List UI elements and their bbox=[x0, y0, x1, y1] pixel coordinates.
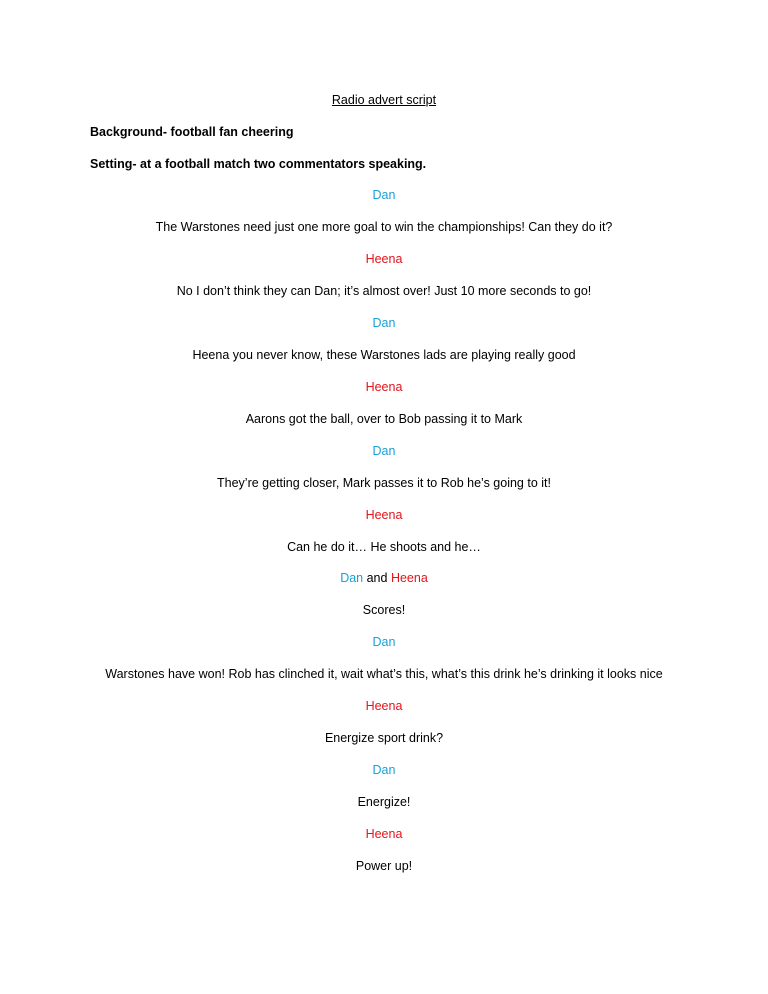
speaker-name-heena: Heena bbox=[365, 508, 403, 522]
dialogue-line: They’re getting closer, Mark passes it to Rob he’s going to it! bbox=[217, 476, 551, 490]
speaker-name-dan: Dan bbox=[372, 763, 396, 777]
speaker-name-heena: Heena bbox=[365, 699, 403, 713]
speaker-name-heena: Heena bbox=[365, 252, 403, 266]
dialogue-line: Can he do it… He shoots and he… bbox=[287, 540, 481, 554]
dialogue-line: Power up! bbox=[355, 859, 413, 873]
speaker-name-heena: Heena bbox=[365, 380, 403, 394]
dialogue-line: Heena you never know, these Warstones lads are playing really good bbox=[192, 348, 576, 362]
speaker-name-dan: Dan bbox=[340, 571, 364, 585]
background-line: Background- football fan cheering bbox=[90, 125, 294, 139]
dialogue-line: The Warstones need just one more goal to win the championships! Can they do it? bbox=[155, 220, 613, 234]
dialogue-line: Scores! bbox=[362, 603, 406, 617]
speaker-name-heena: Heena bbox=[365, 827, 403, 841]
speaker-name-dan: Dan bbox=[372, 188, 396, 202]
dialogue-line: No I don’t think they can Dan; it’s almost over! Just 10 more seconds to go! bbox=[176, 284, 592, 298]
setting-line: Setting- at a football match two commentators speaking. bbox=[90, 157, 427, 171]
speaker-name-dan: Dan bbox=[372, 316, 396, 330]
dialogue-line: Energize sport drink? bbox=[324, 731, 444, 745]
speaker-name-dan: Dan bbox=[372, 444, 396, 458]
speaker-joiner: and bbox=[366, 571, 388, 585]
speaker-names-dan-and-heena bbox=[0, 570, 768, 586]
dialogue-line: Aarons got the ball, over to Bob passing it to Mark bbox=[245, 412, 523, 426]
speaker-name-heena: Heena bbox=[390, 571, 428, 585]
document-title: Radio advert script bbox=[331, 93, 437, 107]
speaker-name-dan: Dan bbox=[372, 635, 396, 649]
dialogue-line: Warstones have won! Rob has clinched it, wait what’s this, what’s this drink he’s drinking it looks nice bbox=[105, 667, 663, 681]
dialogue-line: Energize! bbox=[357, 795, 411, 809]
